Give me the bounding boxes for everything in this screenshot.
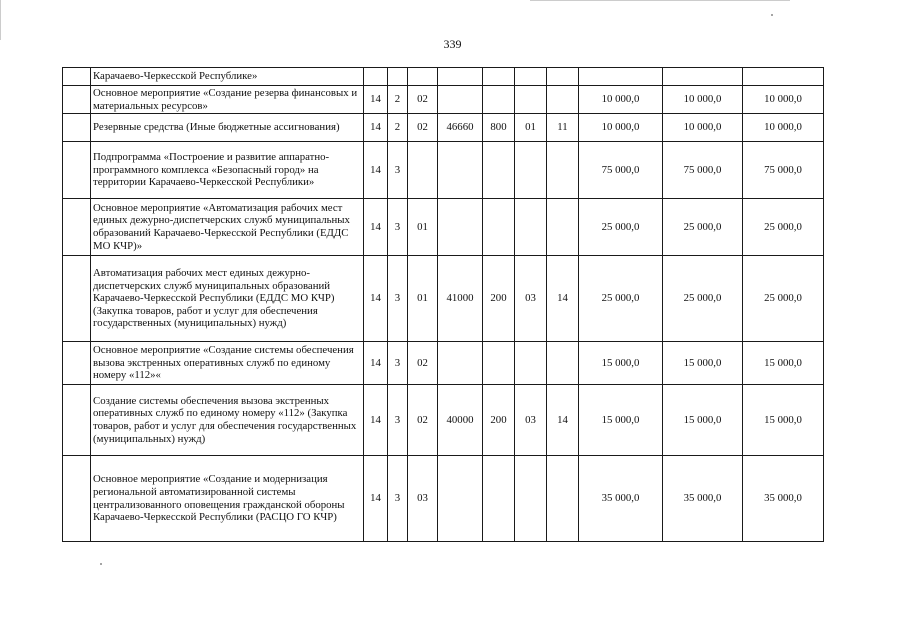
item-code: 14	[547, 256, 579, 342]
amount-year-2: 10 000,0	[663, 114, 743, 142]
table-row	[63, 385, 824, 456]
expense-type-code	[483, 142, 515, 199]
row-marker-cell	[63, 114, 91, 142]
row-marker-cell	[63, 199, 91, 256]
item-code: 11	[547, 114, 579, 142]
section-code: 3	[388, 385, 408, 456]
item-code: 14	[547, 385, 579, 456]
amount-year-2	[663, 68, 743, 86]
amount-year-3: 25 000,0	[743, 199, 824, 256]
table-row	[63, 256, 824, 342]
target-article-code	[438, 68, 483, 86]
ministry-code: 14	[364, 385, 388, 456]
scan-speck	[100, 563, 102, 565]
row-name: Создание системы обеспечения вызова экстренных оперативных служб по единому номеру «112» (Закупка товаров, работ и услуг для обеспечения государственных (муниципальных) нужд)	[91, 385, 364, 456]
amount-year-1: 10 000,0	[579, 114, 663, 142]
expense-type-code: 200	[483, 256, 515, 342]
subsection-code	[515, 86, 547, 114]
ministry-code: 14	[364, 86, 388, 114]
expense-type-code	[483, 68, 515, 86]
subsection-code	[515, 199, 547, 256]
row-name: Основное мероприятие «Создание и модернизация региональной автоматизированной системы централизованного оповещения гражданской обороны Карачаево-Черкесской Республики (РАСЦО ГО КЧР)	[91, 456, 364, 542]
page-number: 339	[443, 37, 462, 51]
subprogram-code: 02	[408, 86, 438, 114]
expense-type-code	[483, 199, 515, 256]
target-article-code	[438, 199, 483, 256]
amount-year-2: 25 000,0	[663, 256, 743, 342]
row-name: Резервные средства (Иные бюджетные ассигнования)	[91, 114, 364, 142]
budget-table	[62, 67, 824, 542]
ministry-code: 14	[364, 199, 388, 256]
subsection-code: 01	[515, 114, 547, 142]
expense-type-code	[483, 342, 515, 385]
amount-year-3: 15 000,0	[743, 385, 824, 456]
subprogram-code: 02	[408, 114, 438, 142]
target-article-code	[438, 456, 483, 542]
amount-year-3: 75 000,0	[743, 142, 824, 199]
amount-year-2: 15 000,0	[663, 385, 743, 456]
scan-edge-top-right	[530, 0, 790, 1]
table-row	[63, 86, 824, 114]
expense-type-code	[483, 86, 515, 114]
amount-year-3	[743, 68, 824, 86]
amount-year-1: 25 000,0	[579, 256, 663, 342]
amount-year-1: 15 000,0	[579, 385, 663, 456]
expense-type-code	[483, 456, 515, 542]
table-row	[63, 68, 824, 86]
subprogram-code: 02	[408, 385, 438, 456]
table-row	[63, 114, 824, 142]
row-name: Основное мероприятие «Автоматизация рабочих мест единых дежурно-диспетчерских служб муниципальных образований Карачаево-Черкесской Республики (ЕДДС МО КЧР)»	[91, 199, 364, 256]
subprogram-code: 02	[408, 342, 438, 385]
subprogram-code	[408, 68, 438, 86]
row-name: Подпрограмма «Построение и развитие аппаратно-программного комплекса «Безопасный город» на территории Карачаево-Черкесской Республики»	[91, 142, 364, 199]
table-row	[63, 342, 824, 385]
amount-year-2: 10 000,0	[663, 86, 743, 114]
ministry-code: 14	[364, 342, 388, 385]
section-code: 3	[388, 142, 408, 199]
amount-year-1: 15 000,0	[579, 342, 663, 385]
amount-year-2: 15 000,0	[663, 342, 743, 385]
row-marker-cell	[63, 256, 91, 342]
ministry-code	[364, 68, 388, 86]
amount-year-3: 10 000,0	[743, 86, 824, 114]
amount-year-2: 25 000,0	[663, 199, 743, 256]
subsection-code	[515, 456, 547, 542]
amount-year-2: 35 000,0	[663, 456, 743, 542]
target-article-code: 40000	[438, 385, 483, 456]
subsection-code	[515, 342, 547, 385]
subsection-code: 03	[515, 385, 547, 456]
item-code	[547, 456, 579, 542]
section-code: 3	[388, 342, 408, 385]
row-name: Основное мероприятие «Создание резерва финансовых и материальных ресурсов»	[91, 86, 364, 114]
target-article-code: 46660	[438, 114, 483, 142]
subsection-code	[515, 68, 547, 86]
section-code: 3	[388, 199, 408, 256]
amount-year-1: 25 000,0	[579, 199, 663, 256]
item-code	[547, 199, 579, 256]
amount-year-1	[579, 68, 663, 86]
row-marker-cell	[63, 385, 91, 456]
subsection-code: 03	[515, 256, 547, 342]
expense-type-code: 800	[483, 114, 515, 142]
item-code	[547, 142, 579, 199]
target-article-code	[438, 342, 483, 385]
table-row	[63, 142, 824, 199]
row-marker-cell	[63, 456, 91, 542]
amount-year-3: 15 000,0	[743, 342, 824, 385]
ministry-code: 14	[364, 256, 388, 342]
subprogram-code	[408, 142, 438, 199]
subprogram-code: 01	[408, 199, 438, 256]
section-code: 3	[388, 456, 408, 542]
table-row	[63, 199, 824, 256]
amount-year-3: 35 000,0	[743, 456, 824, 542]
section-code	[388, 68, 408, 86]
row-marker-cell	[63, 342, 91, 385]
amount-year-3: 25 000,0	[743, 256, 824, 342]
table-row	[63, 456, 824, 542]
target-article-code	[438, 142, 483, 199]
row-name: Автоматизация рабочих мест единых дежурно-диспетчерских служб муниципальных образований Карачаево-Черкесской Республики (ЕДДС МО КЧР) (Закупка товаров, работ и услуг для обеспечения государственных (муниципальных) нужд)	[91, 256, 364, 342]
section-code: 2	[388, 86, 408, 114]
amount-year-1: 10 000,0	[579, 86, 663, 114]
expense-type-code: 200	[483, 385, 515, 456]
target-article-code: 41000	[438, 256, 483, 342]
row-marker-cell	[63, 68, 91, 86]
amount-year-2: 75 000,0	[663, 142, 743, 199]
row-name: Карачаево-Черкесской Республике»	[91, 68, 364, 86]
row-marker-cell	[63, 86, 91, 114]
item-code	[547, 342, 579, 385]
section-code: 2	[388, 114, 408, 142]
scan-edge-left	[0, 0, 1, 40]
subsection-code	[515, 142, 547, 199]
row-name: Основное мероприятие «Создание системы обеспечения вызова экстренных оперативных служб по единому номеру «112»«	[91, 342, 364, 385]
subprogram-code: 01	[408, 256, 438, 342]
table-body	[63, 68, 824, 542]
subprogram-code: 03	[408, 456, 438, 542]
scan-speck	[771, 14, 773, 16]
amount-year-3: 10 000,0	[743, 114, 824, 142]
ministry-code: 14	[364, 114, 388, 142]
amount-year-1: 35 000,0	[579, 456, 663, 542]
target-article-code	[438, 86, 483, 114]
ministry-code: 14	[364, 456, 388, 542]
item-code	[547, 68, 579, 86]
row-marker-cell	[63, 142, 91, 199]
ministry-code: 14	[364, 142, 388, 199]
section-code: 3	[388, 256, 408, 342]
item-code	[547, 86, 579, 114]
amount-year-1: 75 000,0	[579, 142, 663, 199]
